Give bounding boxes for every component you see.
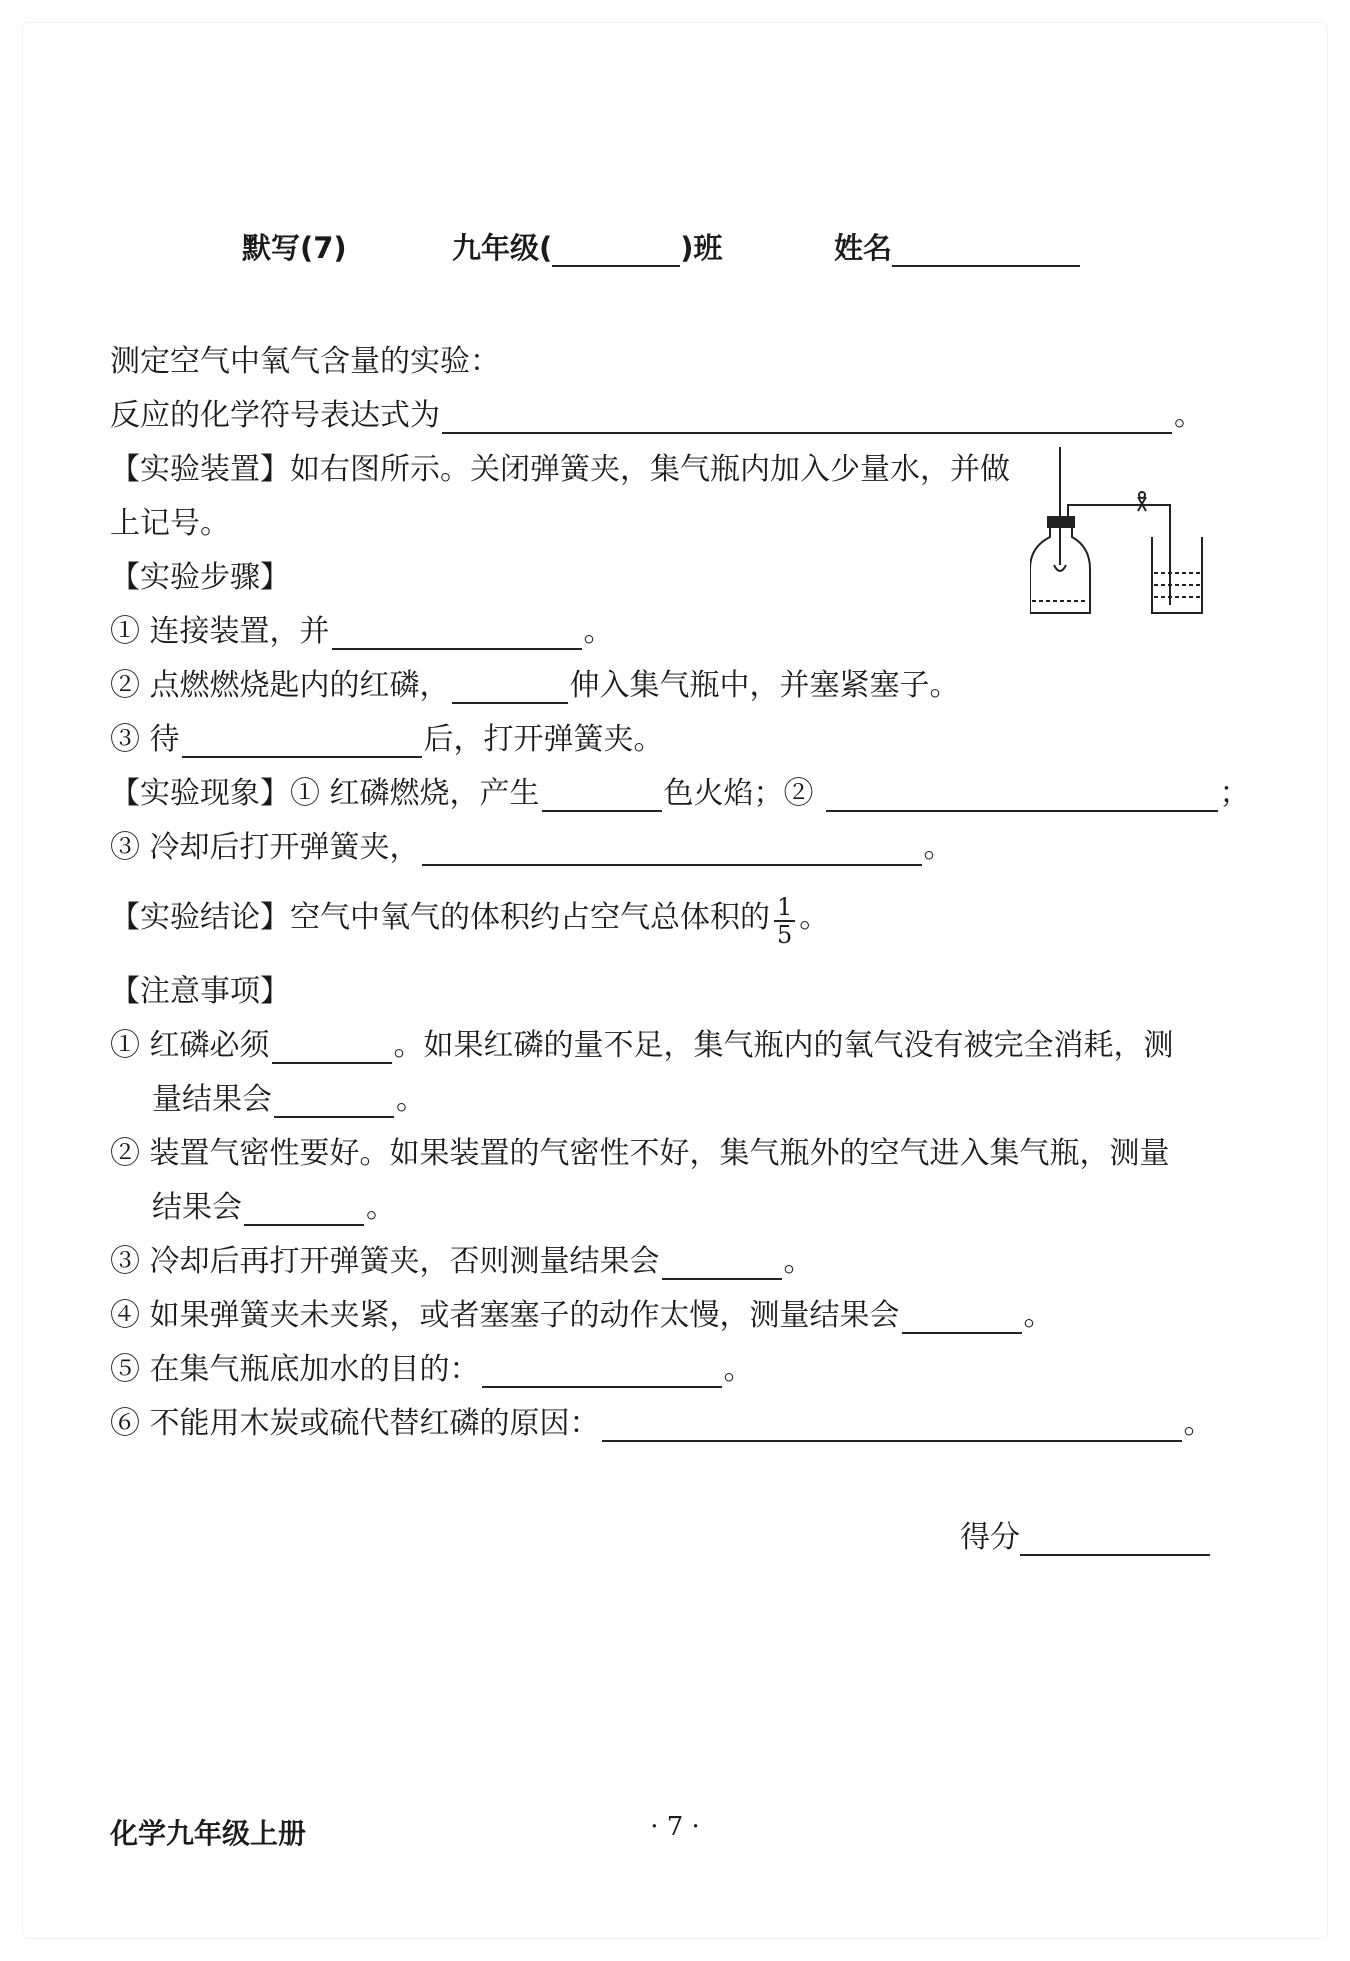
note-4: ④ 如果弹簧夹未夹紧，或者塞塞子的动作太慢，测量结果会 。 (110, 1298, 1054, 1333)
note-3-blank[interactable] (662, 1244, 782, 1280)
class-blank[interactable] (552, 235, 680, 267)
phenomenon-line-2: ③ 冷却后打开弹簧夹， 。 (110, 830, 954, 865)
worksheet-title: 默写(7) (242, 231, 347, 265)
note-2-cont: 结果会 。 (152, 1190, 396, 1225)
note-6-blank[interactable] (602, 1406, 1182, 1442)
phenomenon-line: 【实验现象】① 红磷燃烧，产生 色火焰；② ； (110, 776, 1250, 811)
flame-color-blank[interactable] (542, 776, 662, 812)
step-2-blank[interactable] (452, 668, 568, 704)
delivery-tube (1068, 505, 1170, 605)
step-2: ② 点燃燃烧匙内的红磷， 伸入集气瓶中，并塞紧塞子。 (110, 668, 960, 703)
footer-book-title: 化学九年级上册 (110, 1817, 307, 1850)
step-3: ③ 待 后，打开弹簧夹。 (110, 722, 664, 757)
apparatus-line: 【实验装置】如右图所示。关闭弹簧夹，集气瓶内加入少量水，并做 (110, 452, 1010, 487)
beaker (1152, 537, 1202, 613)
note-2: ② 装置气密性要好。如果装置的气密性不好，集气瓶外的空气进入集气瓶，测量 (110, 1136, 1170, 1171)
step-1: ① 连接装置，并 。 (110, 614, 614, 649)
step-1-blank[interactable] (332, 614, 582, 650)
score-blank[interactable] (1020, 1520, 1210, 1556)
phenomenon-3-blank[interactable] (422, 830, 922, 866)
note-1-cont: 量结果会 。 (152, 1082, 426, 1117)
note-3: ③ 冷却后再打开弹簧夹，否则测量结果会 。 (110, 1244, 814, 1279)
conclusion-line: 【实验结论】空气中氧气的体积约占空气总体积的 $\frac{1}{5}$ 。 (110, 893, 830, 949)
equation-line: 反应的化学符号表达式为 。 (110, 398, 1204, 433)
note-2-blank[interactable] (244, 1190, 364, 1226)
note-6: ⑥ 不能用木炭或硫代替红磷的原因： 。 (110, 1406, 1214, 1441)
name-blank[interactable] (892, 235, 1080, 267)
note-4-blank[interactable] (902, 1298, 1022, 1334)
note-5: ⑤ 在集气瓶底加水的目的： 。 (110, 1352, 754, 1387)
stopper (1048, 517, 1074, 527)
name-field: 姓名 (834, 226, 1080, 267)
apparatus-line-2: 上记号。 (110, 506, 230, 541)
notes-heading: 【注意事项】 (110, 974, 290, 1009)
note-5-blank[interactable] (482, 1352, 722, 1388)
equation-blank[interactable] (442, 398, 1172, 434)
combustion-spoon (1054, 565, 1066, 571)
note-1: ① 红磷必须 。如果红磷的量不足，集气瓶内的氧气没有被完全消耗，测 (110, 1028, 1174, 1063)
worksheet-header (0, 226, 1350, 276)
apparatus-figure (1030, 445, 1230, 625)
page-number: · 7 · (650, 1812, 700, 1842)
steps-heading: 【实验步骤】 (110, 560, 290, 595)
class-field: 九年级( )班 (452, 231, 723, 265)
step-3-blank[interactable] (182, 722, 422, 758)
score-field: 得分 (960, 1512, 1210, 1556)
intro-line: 测定空气中氧气含量的实验： (110, 344, 500, 379)
phenomenon-2-blank[interactable] (826, 776, 1218, 812)
fraction-one-fifth: $\frac{1}{5}$ (774, 894, 795, 948)
note-1-blank-b[interactable] (274, 1082, 394, 1118)
note-1-blank-a[interactable] (272, 1028, 392, 1064)
